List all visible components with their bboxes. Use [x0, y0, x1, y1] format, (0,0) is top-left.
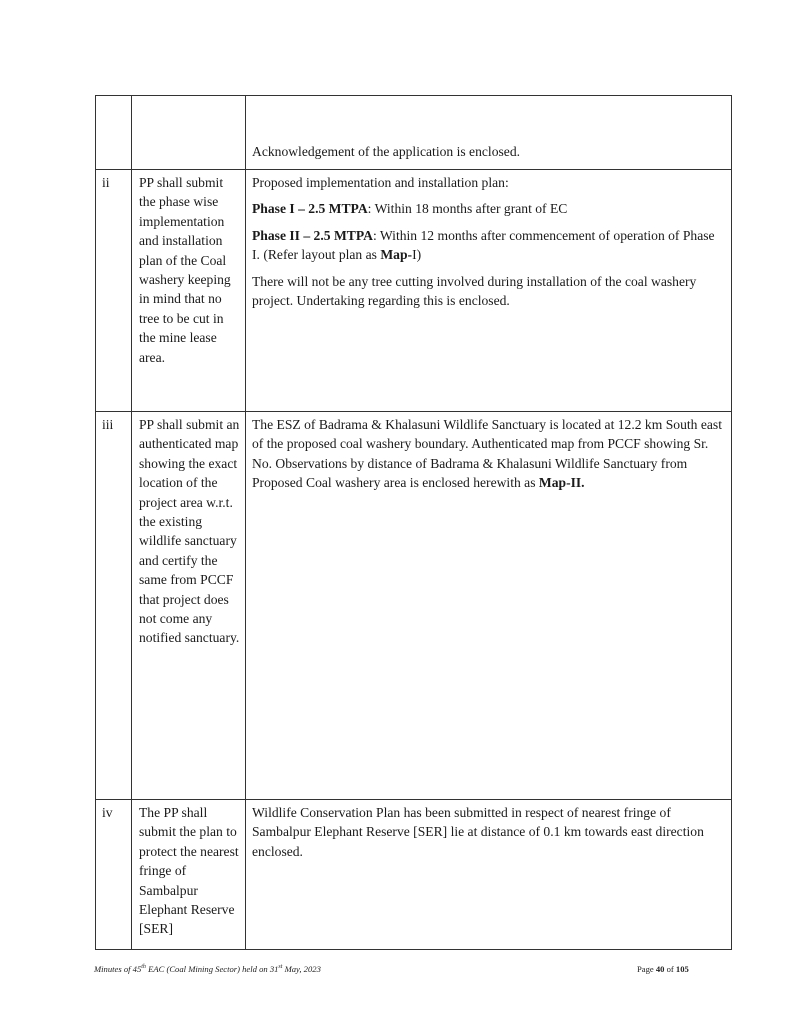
- condition-cell: The PP shall submit the plan to protect the nearest fringe of Sambalpur Elephant Reserve [SER]: [132, 800, 246, 950]
- footer-page-number: [637, 964, 689, 974]
- serial-number-cell: iii: [96, 412, 132, 800]
- table-row: [96, 800, 732, 950]
- reply-cell: [246, 800, 732, 950]
- reply-text: Wildlife Conservation Plan has been submitted in respect of nearest fringe of Sambalpur Elephant Reserve [SER] lie at distance of 0.1 km towards east direction enclosed.: [252, 805, 704, 859]
- phase-2-text: : Within 12 months after commencement of operation of Phase I. (Refer layout plan as: [252, 227, 715, 263]
- footer-text-part: Minutes of 45: [94, 964, 142, 974]
- page-label: Page: [637, 964, 656, 974]
- table-row: [96, 170, 732, 412]
- reply-cell: [246, 96, 732, 170]
- reply-intro: Proposed implementation and installation plan:: [252, 175, 509, 190]
- table-row: [96, 412, 732, 800]
- map-reference: Map-: [380, 247, 413, 263]
- footer-superscript: th: [141, 964, 146, 971]
- condition-cell: PP shall submit an authenticated map showing the exact location of the project area w.r.t. the existing wildlife sanctuary and certify the same from PCCF that project does not come any notified sanctuary.: [132, 412, 246, 800]
- reply-text: [252, 415, 725, 493]
- map-reference-suffix: I): [412, 247, 422, 263]
- footer-meeting-title: [94, 964, 321, 974]
- phase-1-line: [252, 199, 725, 218]
- footer-superscript: st: [278, 964, 283, 971]
- condition-cell: [132, 96, 246, 170]
- phase-1-text: : Within 18 months after grant of EC: [367, 201, 568, 217]
- page-total: 105: [675, 964, 689, 974]
- page-current: 40: [655, 964, 665, 974]
- phase-2-label: Phase II – 2.5 MTPA: [252, 227, 373, 243]
- phase-2-line: [252, 226, 725, 265]
- serial-number-cell: iv: [96, 800, 132, 950]
- reply-text: Acknowledgement of the application is enclosed.: [252, 143, 521, 159]
- compliance-table: [95, 95, 732, 950]
- page-of: of: [664, 964, 676, 974]
- map-reference: Map-II.: [538, 475, 585, 491]
- footer-text-part: EAC (Coal Mining Sector) held on 31: [145, 964, 279, 974]
- reply-cell: [246, 412, 732, 800]
- tree-cutting-text: There will not be any tree cutting involved during installation of the coal washery project. Undertaking regarding this is enclosed.: [252, 273, 697, 309]
- condition-cell: PP shall submit the phase wise implementation and installation plan of the Coal washery keeping in mind that no tree to be cut in the mine lease area.: [132, 170, 246, 412]
- esz-reply-text: The ESZ of Badrama & Khalasuni Wildlife Sanctuary is located at 12.2 km South east of the proposed coal washery boundary. Authenticated map from PCCF showing Sr. No. Observations by distance of Badrama & Khalasuni Wildlife Sanctuary from Proposed Coal washery area is enclosed herewith as: [252, 417, 722, 491]
- serial-number-cell: ii: [96, 170, 132, 412]
- footer-text-part: May, 2023: [282, 964, 321, 974]
- reply-cell: [246, 170, 732, 412]
- serial-number-cell: [96, 96, 132, 170]
- table-row: [96, 96, 732, 170]
- phase-1-label: Phase I – 2.5 MTPA: [252, 201, 368, 217]
